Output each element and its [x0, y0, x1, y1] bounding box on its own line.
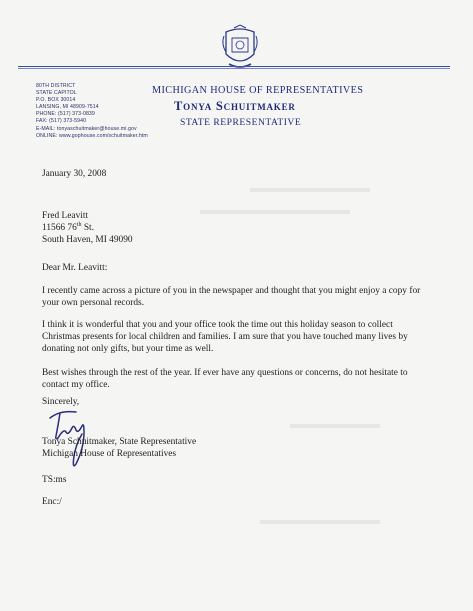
representative-name: Tonya Schuitmaker [174, 99, 296, 113]
enclosure-note: Enc:/ [42, 497, 62, 507]
city-line: LANSING, MI 48909-7514 [36, 104, 99, 111]
paragraph-3: Best wishes through the rest of the year. If ever have any questions or concerns, do not hesitate to contact my office. [42, 368, 408, 391]
email-line: E-MAIL: tonyaschuitmaker@house.mi.gov [36, 125, 137, 132]
letterhead-rule-secondary [18, 68, 450, 69]
letterhead-rule [18, 66, 450, 67]
signer-organization: Michigan House of Representatives [42, 449, 177, 459]
salutation: Dear Mr. Leavitt: [42, 263, 108, 273]
organization-heading: MICHIGAN HOUSE OF REPRESENTATIVES [152, 85, 364, 96]
bleed-through-mark [260, 520, 380, 524]
typist-initials: TS:ms [42, 475, 67, 485]
bleed-through-mark [200, 210, 350, 214]
office-line: STATE CAPITOL [36, 90, 77, 97]
recipient-city: South Haven, MI 49090 [42, 235, 133, 246]
recipient-address [42, 210, 133, 246]
phone-line: PHONE: (517) 373-0839 [36, 111, 95, 118]
fax-line: FAX: (517) 373-5940 [36, 118, 87, 125]
recipient-street: 11566 76th St. [42, 221, 94, 234]
signer-name: Tonya Schuitmaker, State Representative [42, 437, 197, 447]
bleed-through-mark [290, 424, 380, 428]
recipient-name: Fred Leavitt [42, 211, 89, 221]
letter-date: January 30, 2008 [42, 169, 107, 179]
paragraph-1: I recently came across a picture of you in the newspaper and thought that you might enjoy a copy for your own personal records. [42, 286, 421, 309]
online-line: ONLINE: www.gophouse.com/schuitmaker.htm [36, 132, 148, 139]
district-line: 80TH DISTRICT [36, 83, 76, 89]
representative-title: STATE REPRESENTATIVE [180, 117, 302, 128]
paragraph-2: I think it is wonderful that you and your office took the time out this holiday season to collect Christmas presents for local children and families. I am sure that you have touched many lives by donating not only gifts, but your time as well. [42, 320, 408, 355]
contact-block [36, 83, 148, 140]
closing: Sincerely, [42, 397, 80, 407]
po-box-line: P.O. BOX 30014 [36, 97, 76, 104]
bleed-through-mark [250, 188, 370, 192]
